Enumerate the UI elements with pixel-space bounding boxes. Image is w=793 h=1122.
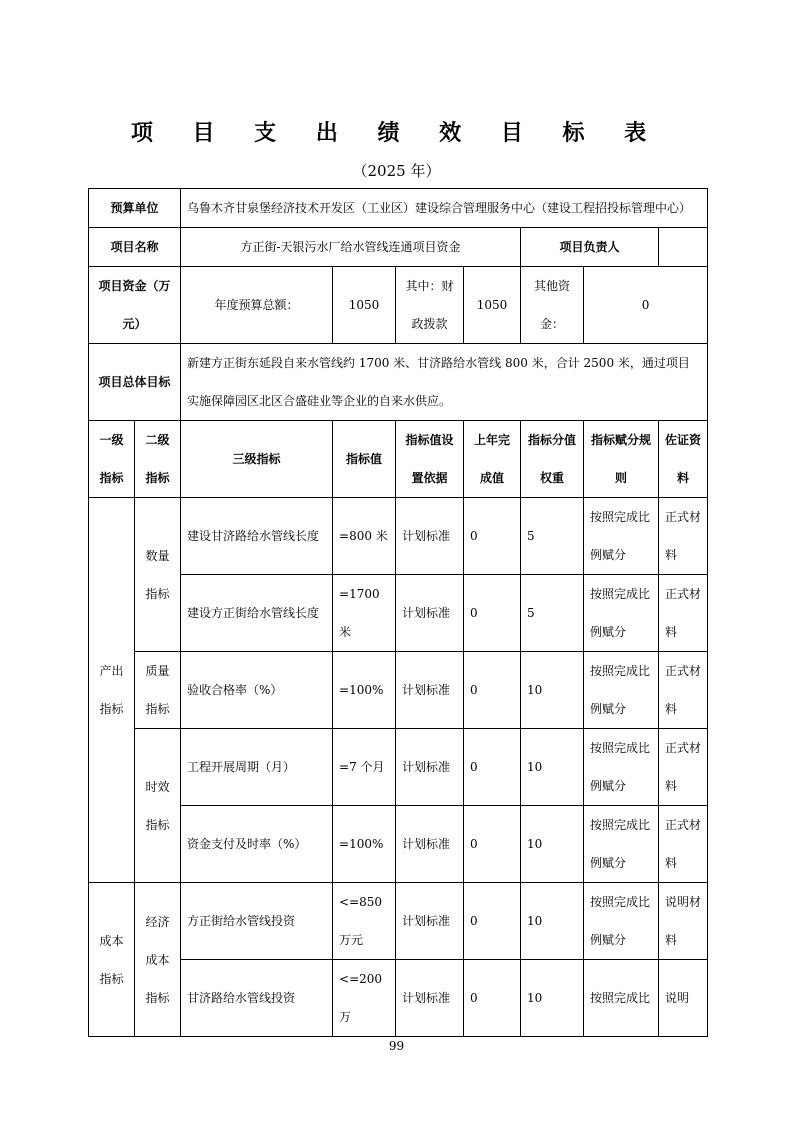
indicator-evidence: 正式材料 (659, 575, 708, 652)
budget-unit-label: 预算单位 (89, 189, 181, 228)
project-funds-label: 项目资金（万元） (89, 267, 181, 344)
indicator-rule: 按照完成比例赋分 (584, 806, 659, 883)
indicator-name: 资金支付及时率（%） (181, 806, 333, 883)
indicator-evidence: 正式材料 (659, 806, 708, 883)
indicator-evidence: 正式材料 (659, 729, 708, 806)
indicator-rule: 按照完成比例赋分 (584, 575, 659, 652)
indicator-last-year: 0 (464, 498, 521, 575)
indicator-name: 方正街给水管线投资 (181, 883, 333, 960)
table-row (89, 883, 708, 960)
page-number: 99 (388, 1039, 405, 1053)
table-row (89, 960, 708, 1037)
indicator-value: =800 米 (333, 498, 396, 575)
table-row (89, 575, 708, 652)
indicator-name: 建设甘济路给水管线长度 (181, 498, 333, 575)
col-evidence: 佐证资料 (659, 421, 708, 498)
performance-target-table (88, 188, 708, 1037)
indicator-last-year: 0 (464, 806, 521, 883)
indicator-name: 甘济路给水管线投资 (181, 960, 333, 1037)
indicator-evidence: 正式材料 (659, 498, 708, 575)
indicator-basis: 计划标准 (396, 960, 464, 1037)
col-level3: 三级指标 (181, 421, 333, 498)
indicator-basis: 计划标准 (396, 652, 464, 729)
group-output: 产出指标 (89, 498, 135, 883)
table-row (89, 806, 708, 883)
indicator-last-year: 0 (464, 960, 521, 1037)
indicator-weight: 10 (521, 883, 584, 960)
project-leader-value (659, 228, 708, 267)
indicator-evidence: 说明材料 (659, 883, 708, 960)
subgroup-economic: 经济成本指标 (135, 883, 181, 1037)
overall-goal-label: 项目总体目标 (89, 344, 181, 421)
column-header-row (89, 421, 708, 498)
indicator-last-year: 0 (464, 652, 521, 729)
indicator-name: 工程开展周期（月） (181, 729, 333, 806)
project-name-row (89, 228, 708, 267)
indicator-value: =7 个月 (333, 729, 396, 806)
indicator-evidence: 正式材料 (659, 652, 708, 729)
page-title: 项 目 支 出 绩 效 目 标 表 (130, 120, 663, 146)
indicator-weight: 10 (521, 729, 584, 806)
indicator-basis: 计划标准 (396, 806, 464, 883)
indicator-last-year: 0 (464, 575, 521, 652)
overall-goal-value: 新建方正街东延段自来水管线约 1700 米、甘济路给水管线 800 米，合计 2500 米，通过项目实施保障园区北区合盛硅业等企业的自来水供应。 (181, 344, 708, 421)
subgroup-quantity: 数量指标 (135, 498, 181, 652)
fiscal-allocation-value: 1050 (464, 267, 521, 344)
other-funds-label: 其他资金： (521, 267, 584, 344)
budget-unit-row (89, 189, 708, 228)
indicator-last-year: 0 (464, 729, 521, 806)
indicator-basis: 计划标准 (396, 575, 464, 652)
indicator-rule: 按照完成比例赋分 (584, 652, 659, 729)
fiscal-allocation-label: 其中：财政拨款 (396, 267, 464, 344)
indicator-evidence: 说明 (659, 960, 708, 1037)
indicator-value: =1700 米 (333, 575, 396, 652)
indicator-value: <=200 万 (333, 960, 396, 1037)
indicator-name: 验收合格率（%） (181, 652, 333, 729)
indicator-basis: 计划标准 (396, 498, 464, 575)
indicator-basis: 计划标准 (396, 883, 464, 960)
table-row (89, 652, 708, 729)
project-name-label: 项目名称 (89, 228, 181, 267)
table-row (89, 729, 708, 806)
col-weight: 指标分值权重 (521, 421, 584, 498)
group-cost: 成本指标 (89, 883, 135, 1037)
other-funds-value: 0 (584, 267, 708, 344)
indicator-weight: 10 (521, 652, 584, 729)
indicator-rule: 按照完成比 (584, 960, 659, 1037)
budget-unit-value: 乌鲁木齐甘泉堡经济技术开发区（工业区）建设综合管理服务中心（建设工程招投标管理中心） (181, 189, 708, 228)
indicator-rule: 按照完成比例赋分 (584, 729, 659, 806)
indicator-weight: 5 (521, 498, 584, 575)
col-last-year: 上年完成值 (464, 421, 521, 498)
project-name-value: 方正街-天银污水厂给水管线连通项目资金 (181, 228, 521, 267)
indicator-value: <=850 万元 (333, 883, 396, 960)
annual-budget-value: 1050 (333, 267, 396, 344)
indicator-weight: 10 (521, 960, 584, 1037)
col-level1: 一级指标 (89, 421, 135, 498)
indicator-value: =100% (333, 806, 396, 883)
indicator-value: =100% (333, 652, 396, 729)
indicator-rule: 按照完成比例赋分 (584, 883, 659, 960)
indicator-weight: 5 (521, 575, 584, 652)
project-funds-row (89, 267, 708, 344)
indicator-basis: 计划标准 (396, 729, 464, 806)
subgroup-timeliness: 时效指标 (135, 729, 181, 883)
col-value: 指标值 (333, 421, 396, 498)
table-row (89, 498, 708, 575)
subgroup-quality: 质量指标 (135, 652, 181, 729)
col-level2: 二级指标 (135, 421, 181, 498)
year-subtitle: （2025 年） (352, 162, 441, 180)
indicator-rule: 按照完成比例赋分 (584, 498, 659, 575)
overall-goal-row (89, 344, 708, 421)
annual-budget-label: 年度预算总额： (181, 267, 333, 344)
project-leader-label: 项目负责人 (521, 228, 659, 267)
indicator-weight: 10 (521, 806, 584, 883)
indicator-name: 建设方正街给水管线长度 (181, 575, 333, 652)
col-rule: 指标赋分规则 (584, 421, 659, 498)
indicator-last-year: 0 (464, 883, 521, 960)
col-basis: 指标值设置依据 (396, 421, 464, 498)
